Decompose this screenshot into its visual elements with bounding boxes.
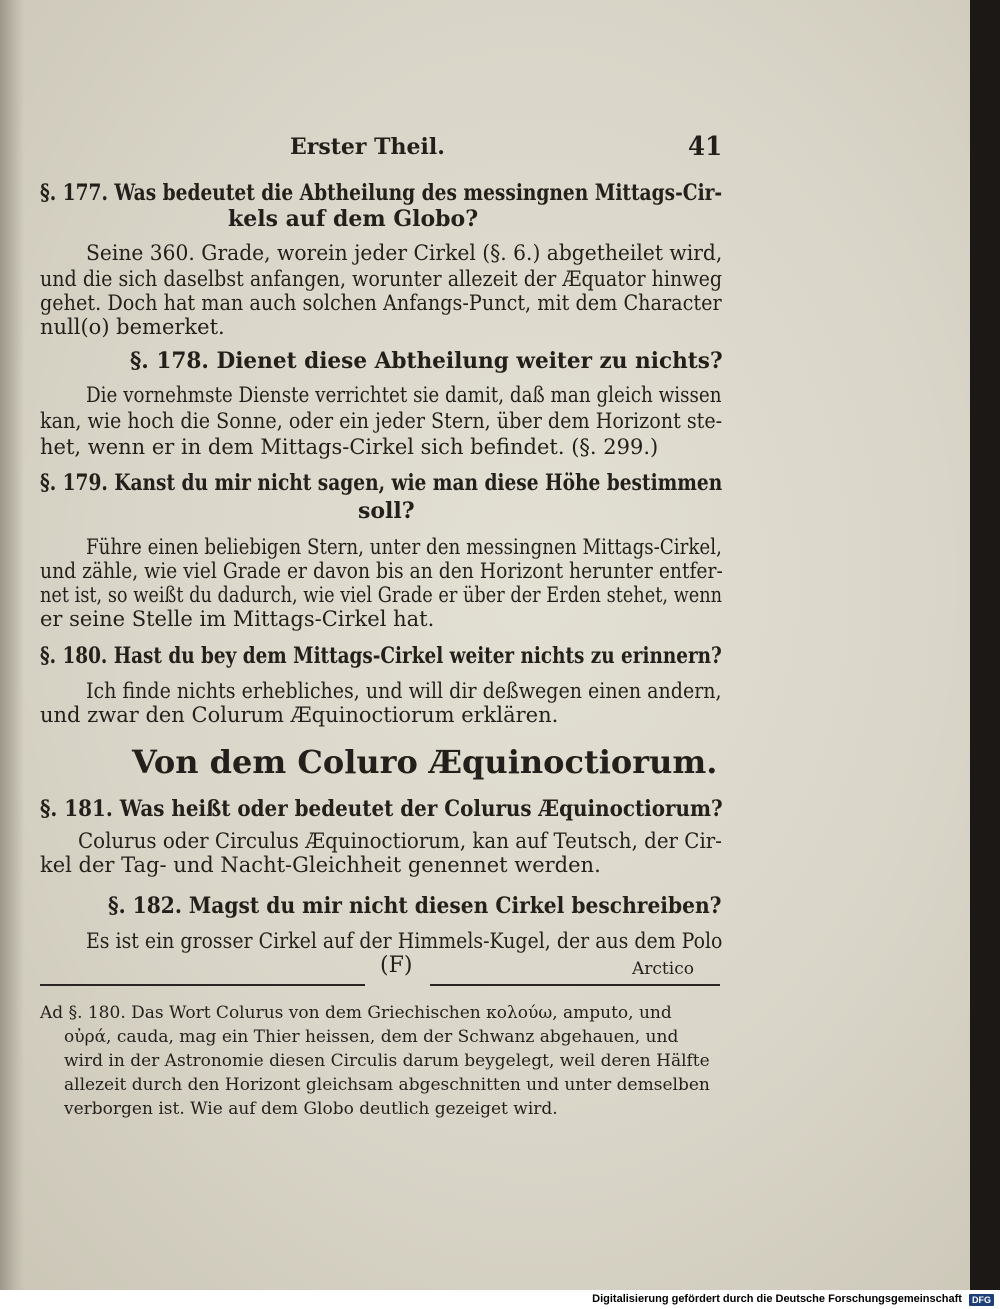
text-line: Es ist ein grosser Cirkel auf der Himmels-Kugel, der aus dem Polo bbox=[86, 929, 723, 953]
footnote-line: wird in der Astronomie diesen Circulis darum beygelegt, weil deren Hälfte bbox=[64, 1051, 710, 1071]
text-line: kel der Tag- und Nacht-Gleichheit genennet werden. bbox=[40, 853, 601, 877]
question-179: §. 179. Kanst du mir nicht sagen, wie man diese Höhe bestimmen bbox=[40, 470, 723, 496]
text-line: Ich finde nichts erhebliches, und will dir deßwegen einen andern, bbox=[86, 679, 722, 703]
text-line: gehet. Doch hat man auch solchen Anfangs-Punct, mit dem Character bbox=[40, 291, 722, 315]
text-line: Colurus oder Circulus Æquinoctiorum, kan auf Teutsch, der Cir- bbox=[78, 829, 722, 853]
question-180: §. 180. Hast du bey dem Mittags-Cirkel weiter nichts zu erinnern? bbox=[40, 643, 722, 669]
text-line: net ist, so weißt du dadurch, wie viel Grade er über der Erden stehet, wenn bbox=[40, 583, 723, 607]
signature-mark: (F) bbox=[380, 953, 413, 978]
footer-credit: Digitalisierung gefördert durch die Deutsche Forschungsgemeinschaft bbox=[592, 1293, 962, 1305]
question-177: §. 177. Was bedeutet die Abtheilung des messingnen Mittags-Cir- bbox=[40, 180, 723, 206]
section-heading: Von dem Coluro Æquinoctiorum. bbox=[132, 743, 718, 781]
catchword: Arctico bbox=[632, 959, 694, 979]
text-line: kan, wie hoch die Sonne, oder ein jeder Stern, über dem Horizont ste- bbox=[40, 409, 723, 433]
digitization-footer bbox=[0, 1290, 1000, 1309]
page-number: 41 bbox=[688, 132, 723, 162]
question-182: §. 182. Magst du mir nicht diesen Cirkel beschreiben? bbox=[108, 893, 722, 919]
text-line: Seine 360. Grade, worein jeder Cirkel (§. 6.) abgetheilet wird, bbox=[86, 241, 723, 265]
footnote-line: Ad §. 180. Das Wort Colurus von dem Griechischen κολούω, amputo, und bbox=[40, 1003, 672, 1023]
text-line: und zwar den Colurum Æquinoctiorum erklären. bbox=[40, 703, 559, 727]
question-181: §. 181. Was heißt oder bedeutet der Colurus Æquinoctiorum? bbox=[40, 796, 723, 822]
text-line: null(o) bemerket. bbox=[40, 315, 225, 339]
question-179-cont: soll? bbox=[358, 498, 415, 524]
text-line: het, wenn er in dem Mittags-Cirkel sich befindet. (§. 299.) bbox=[40, 435, 659, 459]
footnote-rule-left bbox=[40, 984, 365, 986]
text-line: Die vornehmste Dienste verrichtet sie damit, daß man gleich wissen bbox=[86, 383, 722, 407]
footnote-line: allezeit durch den Horizont gleichsam abgeschnitten und unter demselben bbox=[64, 1075, 710, 1095]
footnote-line: οὐρά, cauda, mag ein Thier heissen, dem der Schwanz abgehauen, und bbox=[64, 1027, 679, 1047]
question-177-cont: kels auf dem Globo? bbox=[228, 206, 479, 232]
dfg-logo-icon: DFG bbox=[969, 1294, 994, 1306]
text-line: und zähle, wie viel Grade er davon bis an den Horizont herunter entfer- bbox=[40, 559, 723, 583]
question-178: §. 178. Dienet diese Abtheilung weiter zu nichts? bbox=[130, 348, 723, 374]
text-line: Führe einen beliebigen Stern, unter den messingnen Mittags-Cirkel, bbox=[86, 535, 722, 559]
running-head: Erster Theil. bbox=[290, 134, 445, 160]
footnote-rule-right bbox=[430, 984, 720, 986]
footnote-line: verborgen ist. Wie auf dem Globo deutlich gezeiget wird. bbox=[64, 1099, 558, 1119]
text-line: und die sich daselbst anfangen, worunter allezeit der Æquator hinweg bbox=[40, 267, 723, 291]
text-line: er seine Stelle im Mittags-Cirkel hat. bbox=[40, 607, 435, 631]
